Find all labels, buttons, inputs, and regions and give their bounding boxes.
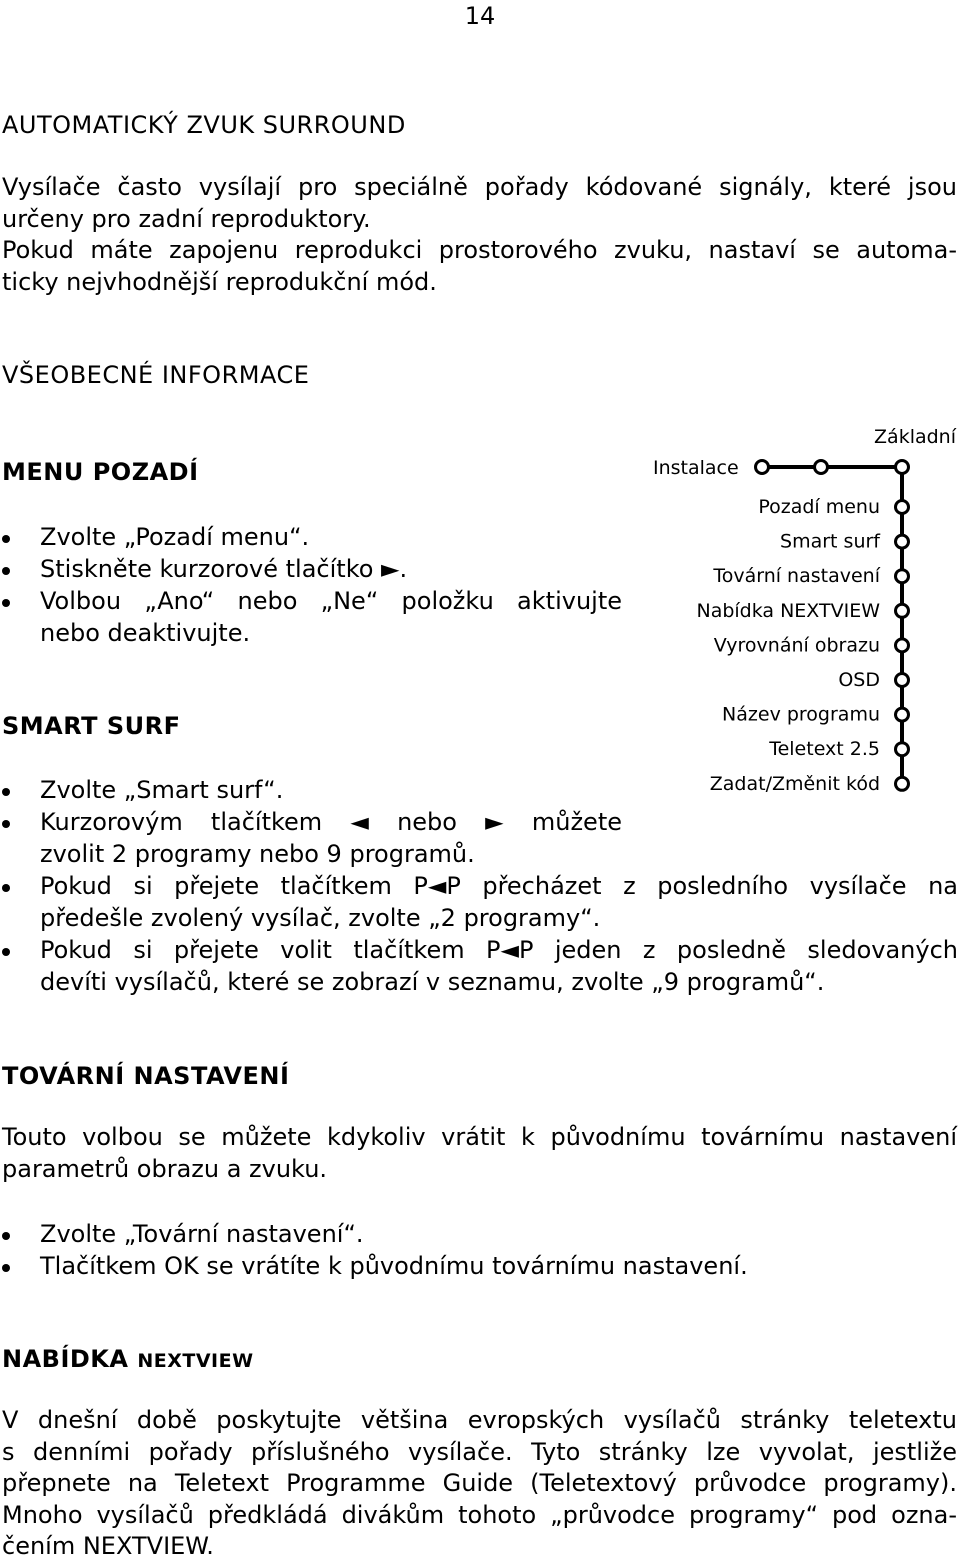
page-number: 14 xyxy=(464,2,496,30)
text-line: zvolit 2 programy nebo 9 programů. xyxy=(40,840,475,868)
text-line: ticky nejvhodnější reprodukční mód. xyxy=(2,267,437,296)
menu-node-icon xyxy=(896,501,909,514)
heading-nextview xyxy=(2,1344,254,1376)
bullet-icon xyxy=(2,599,10,607)
text-line: Mnoho vysílačů předkládá divákům tohoto „průvodce programy“ pod ozna- xyxy=(2,1500,957,1529)
bullet-icon xyxy=(2,1264,10,1272)
text-line: Volbou „Ano“ nebo „Ne“ položku aktivujte xyxy=(40,587,622,615)
menu-item-label: OSD xyxy=(838,669,880,691)
paragraph-nextview xyxy=(2,1405,957,1563)
heading-auto-surround: AUTOMATICKÝ ZVUK SURROUND xyxy=(2,111,406,139)
heading-prefix: NABÍDKA xyxy=(2,1345,129,1373)
menu-item-label: Zadat/Změnit kód xyxy=(709,772,880,795)
list-item xyxy=(0,1250,958,1282)
text-line: parametrů obrazu a zvuku. xyxy=(2,1154,328,1183)
text-line: Tlačítkem OK se vrátíte k původnímu továrnímu nastavení. xyxy=(40,1252,748,1280)
list-factory-settings xyxy=(0,1218,958,1282)
list-item xyxy=(0,521,622,553)
list-item xyxy=(0,553,622,585)
text-line: s denními pořady příslušného vysílače. Tyto stránky lze vyvolat, jestliže xyxy=(2,1437,957,1466)
menu-node-icon xyxy=(896,777,909,790)
text-line: určeny pro zadní reproduktory. xyxy=(2,204,371,233)
bullet-icon xyxy=(2,567,10,575)
menu-node-icon xyxy=(896,639,909,652)
bullet-icon xyxy=(2,788,10,796)
paragraph-auto-surround xyxy=(2,172,957,298)
menu-node-icon xyxy=(896,743,909,756)
text-line: Kurzorovým tlačítkem ◄ nebo ► můžete xyxy=(40,808,622,836)
text-line: Pokud máte zapojenu reprodukci prostorového zvuku, nastaví se automa- xyxy=(2,236,957,264)
menu-item-label: Název programu xyxy=(722,703,880,726)
text-line: Vysílače často vysílají pro speciálně pořady kódované signály, které jsou xyxy=(2,173,957,201)
text-line: nebo deaktivujte. xyxy=(40,619,251,647)
heading-factory-settings: TOVÁRNÍ NASTAVENÍ xyxy=(2,1062,290,1090)
menu-node-icon xyxy=(896,674,909,687)
bullet-icon xyxy=(2,820,10,828)
menu-node-icon xyxy=(896,461,909,474)
text-line: čením NEXTVIEW. xyxy=(2,1532,214,1560)
bullet-icon xyxy=(2,535,10,543)
text-line: Stiskněte kurzorové tlačítko ►. xyxy=(40,555,408,583)
menu-item-label: Nabídka NEXTVIEW xyxy=(696,599,880,622)
list-item xyxy=(0,806,622,870)
list-item xyxy=(0,585,622,649)
heading-smart-surf: SMART SURF xyxy=(2,712,181,740)
text-line: Pokud si přejete tlačítkem P◄P přecházet z posledního vysílače na xyxy=(40,872,958,900)
menu-diagram xyxy=(640,418,960,808)
text-line: devíti vysílačů, které se zobrazí v seznamu, zvolte „9 programů“. xyxy=(40,968,825,996)
text-line: Zvolte „Pozadí menu“. xyxy=(40,523,310,551)
list-item xyxy=(0,870,958,934)
text-line: Zvolte „Tovární nastavení“. xyxy=(40,1220,364,1248)
text-line: přepnete na Teletext Programme Guide (Teletextový průvodce programy). xyxy=(2,1469,957,1497)
text-line: Zvolte „Smart surf“. xyxy=(40,776,284,804)
menu-node-icon xyxy=(896,708,909,721)
paragraph-factory-settings xyxy=(2,1122,957,1185)
menu-item-label: Pozadí menu xyxy=(758,496,880,518)
bullet-icon xyxy=(2,884,10,892)
heading-menu-background: MENU POZADÍ xyxy=(2,458,199,486)
menu-item-label: Smart surf xyxy=(780,530,880,553)
text-line: V dnešní době poskytujte většina evropských vysílačů stránky teletextu xyxy=(2,1406,957,1434)
menu-node-icon xyxy=(896,535,909,548)
menu-label-zakladni: Základní xyxy=(874,426,956,448)
menu-node-icon xyxy=(896,604,909,617)
list-item xyxy=(0,934,958,998)
bullet-icon xyxy=(2,948,10,956)
text-line: Touto volbou se můžete kdykoliv vrátit k původnímu továrnímu nastavení xyxy=(2,1123,957,1151)
list-item xyxy=(0,1218,958,1250)
menu-item-label: Vyrovnání obrazu xyxy=(713,634,880,657)
list-item xyxy=(0,774,622,806)
menu-node-icon xyxy=(756,461,769,474)
heading-brand: NEXTVIEW xyxy=(137,1350,254,1372)
menu-items xyxy=(696,496,908,795)
text-line: předešle zvolený vysílač, zvolte „2 programy“. xyxy=(40,904,601,932)
heading-general-info: VŠEOBECNÉ INFORMACE xyxy=(2,361,310,389)
menu-node-icon xyxy=(896,570,909,583)
list-menu-background xyxy=(0,521,622,649)
text-line: Pokud si přejete volit tlačítkem P◄P jeden z posledně sledovaných xyxy=(40,936,958,964)
menu-item-label: Teletext 2.5 xyxy=(769,738,880,761)
menu-item-label: Tovární nastavení xyxy=(713,565,880,588)
menu-label-instalace: Instalace xyxy=(653,457,739,479)
bullet-icon xyxy=(2,1232,10,1240)
menu-node-icon xyxy=(815,461,828,474)
menu-diagram-svg xyxy=(640,418,960,808)
